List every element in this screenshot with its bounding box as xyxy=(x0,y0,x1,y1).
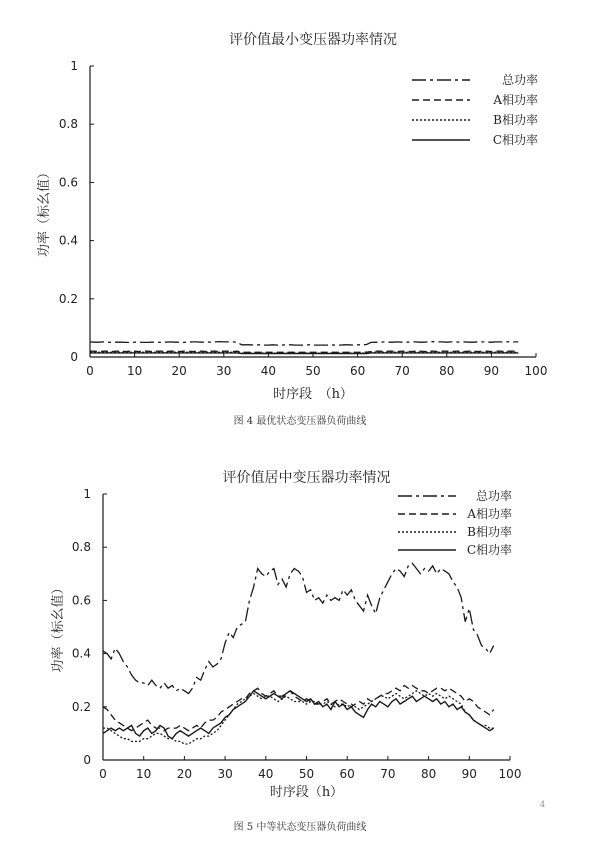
chart-fig5 xyxy=(0,460,600,810)
x-tick-label: 100 xyxy=(524,364,548,378)
y-tick-label: 0.8 xyxy=(58,117,78,132)
x-tick-label: 10 xyxy=(126,364,143,378)
y-tick-label: 0.2 xyxy=(58,291,78,306)
legend-label: 总功率 xyxy=(501,73,538,87)
series-line-4 xyxy=(103,691,494,739)
chart-title: 评价值居中变压器功率情况 xyxy=(222,470,391,486)
x-tick-label: 50 xyxy=(298,767,315,781)
x-tick-label: 10 xyxy=(136,767,152,781)
x-tick-label: 90 xyxy=(461,767,477,781)
y-tick-label: 0 xyxy=(83,753,91,767)
x-tick-label: 70 xyxy=(380,767,396,781)
x-tick-label: 20 xyxy=(171,364,187,378)
x-tick-label: 0 xyxy=(86,364,94,378)
x-tick-label: 40 xyxy=(260,364,277,378)
x-tick-label: 80 xyxy=(439,364,455,378)
legend-label: C相功率 xyxy=(492,133,538,147)
series-line-1 xyxy=(103,563,494,693)
series-line-4 xyxy=(90,353,518,354)
figure-caption: 图 5 中等状态变压器负荷曲线 xyxy=(233,822,367,833)
x-tick-label: 40 xyxy=(258,767,274,781)
y-tick-label: 0.6 xyxy=(71,593,91,608)
y-axis-label: 功率（标幺值） xyxy=(37,165,52,258)
legend-label: B相功率 xyxy=(467,525,512,539)
legend-label: C相功率 xyxy=(466,543,512,557)
legend-label: A相功率 xyxy=(493,93,538,107)
x-tick-label: 90 xyxy=(483,364,500,378)
x-tick-label: 60 xyxy=(349,364,366,378)
x-tick-label: 30 xyxy=(217,767,233,781)
series-line-2 xyxy=(103,686,494,731)
y-tick-label: 1 xyxy=(83,487,91,501)
y-tick-label: 0.4 xyxy=(58,233,78,248)
y-tick-label: 0.2 xyxy=(71,699,91,714)
x-tick-label: 0 xyxy=(99,767,107,781)
x-tick-label: 50 xyxy=(305,364,321,378)
page-number: 4 xyxy=(540,800,546,809)
x-axis-label: 时序段（h） xyxy=(269,785,344,800)
x-tick-label: 80 xyxy=(420,767,437,781)
x-tick-label: 100 xyxy=(498,767,522,781)
y-tick-label: 0.8 xyxy=(71,540,91,555)
chart-fig4 xyxy=(0,0,600,400)
x-tick-label: 60 xyxy=(339,767,355,781)
legend-label: 总功率 xyxy=(475,489,512,503)
figure-caption: 图 4 最优状态变压器负荷曲线 xyxy=(233,416,367,427)
y-tick-label: 0 xyxy=(70,350,78,364)
x-tick-label: 20 xyxy=(176,767,193,781)
y-tick-label: 0.4 xyxy=(71,646,91,661)
legend-label: B相功率 xyxy=(493,113,538,127)
y-axis-label: 功率（标幺值） xyxy=(51,581,66,673)
x-tick-label: 30 xyxy=(216,364,232,378)
series-line-1 xyxy=(90,342,518,346)
chart-title: 评价值最小变压器功率情况 xyxy=(229,32,397,48)
x-axis-label: 时序段 （h） xyxy=(273,387,353,402)
legend-label: A相功率 xyxy=(467,507,512,521)
y-tick-label: 0.6 xyxy=(58,175,78,190)
x-tick-label: 70 xyxy=(394,364,410,378)
y-tick-label: 1 xyxy=(70,59,78,73)
